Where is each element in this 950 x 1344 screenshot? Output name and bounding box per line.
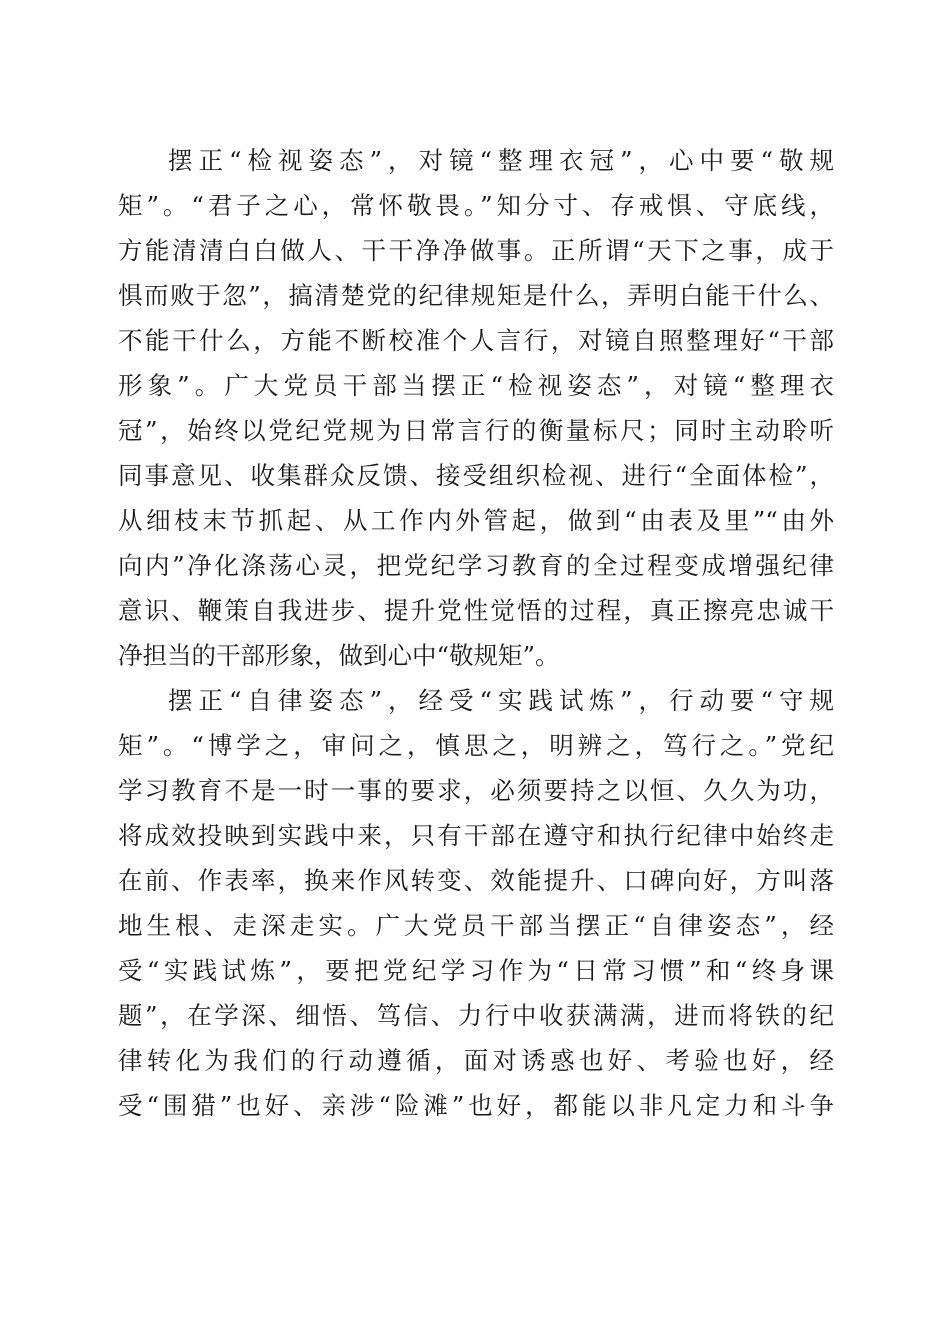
paragraph-line: 意识、鞭策自我进步、提升党性觉悟的过程，真正擦亮忠诚干 [118,596,834,625]
paragraph-line: 地生根、走深走实。广大党员干部当摆正“自律姿态”，经 [118,911,834,940]
paragraph-line: 律转化为我们的行动遵循，面对诱惑也好、考验也好，经 [118,1046,834,1075]
paragraph-line: 受“实践试炼”，要把党纪学习作为“日常习惯”和“终身课 [118,956,834,985]
paragraph-line: 方能清清白白做人、干干净净做事。正所谓“天下之事，成于 [118,236,834,265]
document-body [118,138,834,1128]
paragraph-line: 学习教育不是一时一事的要求，必须要持之以恒、久久为功， [118,776,834,805]
paragraph-line: 同事意见、收集群众反馈、接受组织检视、进行“全面体检”， [118,461,834,490]
paragraph-line: 形象”。广大党员干部当摆正“检视姿态”，对镜“整理衣 [118,371,834,400]
paragraph-line: 矩”。“君子之心，常怀敬畏。”知分寸、存戒惧、守底线， [118,191,834,220]
paragraph-line: 惧而败于忽”，搞清楚党的纪律规矩是什么，弄明白能干什么、 [118,281,834,310]
paragraph-line: 摆正“自律姿态”，经受“实践试炼”，行动要“守规 [168,686,834,715]
paragraph-line: 题”，在学深、细悟、笃信、力行中收获满满，进而将铁的纪 [118,1001,834,1030]
paragraph-line: 不能干什么，方能不断校准个人言行，对镜自照整理好“干部 [118,326,834,355]
paragraph-line: 从细枝末节抓起、从工作内外管起，做到“由表及里”“由外 [118,506,834,535]
paragraph-line: 向内”净化涤荡心灵，把党纪学习教育的全过程变成增强纪律 [118,551,834,580]
paragraph-line: 将成效投映到实践中来，只有干部在遵守和执行纪律中始终走 [118,821,834,850]
paragraph-2 [118,678,834,1128]
paragraph-line: 受“围猎”也好、亲涉“险滩”也好，都能以非凡定力和斗争 [118,1091,834,1120]
paragraph-1 [118,138,834,678]
paragraph-line: 矩”。“博学之，审问之，慎思之，明辨之，笃行之。”党纪 [118,731,834,760]
paragraph-line: 摆正“检视姿态”，对镜“整理衣冠”，心中要“敬规 [168,146,834,175]
paragraph-line: 在前、作表率，换来作风转变、效能提升、口碑向好，方叫落 [118,866,834,895]
paragraph-line: 冠”，始终以党纪党规为日常言行的衡量标尺；同时主动聆听 [118,416,834,445]
paragraph-line: 净担当的干部形象，做到心中“敬规矩”。 [118,641,560,670]
